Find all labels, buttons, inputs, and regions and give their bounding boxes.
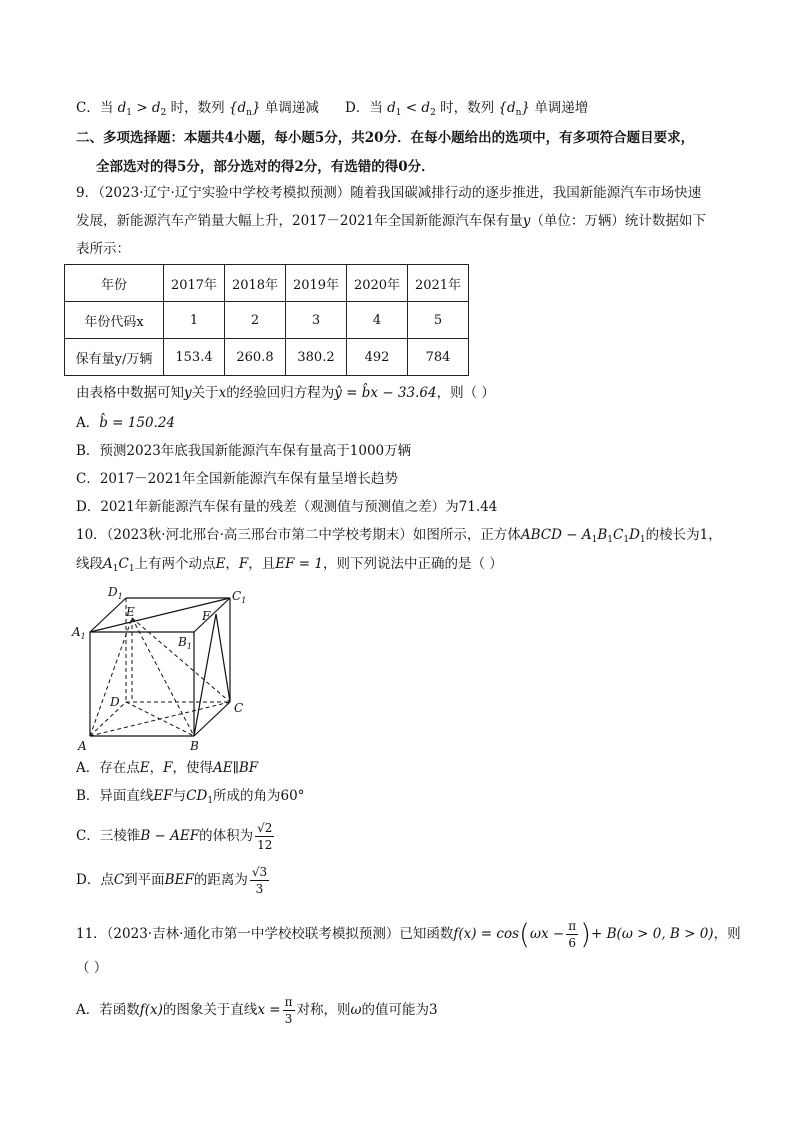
table-row (65, 265, 469, 302)
label-a: A (78, 739, 87, 753)
q8-option-d-mid: 时，数列 (440, 100, 495, 116)
q11-line1-text: 11．（2023·吉林·通化市第一中学校校联考模拟预测）已知函数 (76, 926, 454, 942)
q8-option-c-suffix: 单调递减 (264, 100, 319, 116)
table-cell: 2017年 (164, 265, 225, 302)
q10-option-a-e: E (139, 760, 150, 776)
q10-cube-name: ABCD − $A_1B_1C_1D_1$ (520, 527, 646, 545)
q11-pi: π (568, 919, 577, 933)
q9-stem-d: ，则（ ） (436, 385, 495, 401)
table-cell: 784 (408, 339, 469, 376)
q10-point-f: F (238, 556, 249, 572)
q9-stem (76, 383, 495, 403)
q11-option-a-three: 3 (284, 1012, 293, 1026)
table-cell: 492 (347, 339, 408, 376)
q8-option-d-seq: $\{d_n\}$ (498, 100, 531, 118)
label-b: B (190, 739, 199, 753)
table-cell: 保有量y/万辆 (65, 339, 164, 376)
edge-b1c1 (194, 598, 230, 632)
q9-line2 (76, 211, 706, 231)
q10-option-a-a: A．存在点 (76, 760, 140, 776)
q10-option-d-den: 3 (255, 882, 264, 896)
q11-option-a-eq: x = (257, 1002, 281, 1018)
q10-line2-b: 上有两个动点 (134, 556, 216, 572)
q10-option-d-plane: BEF (164, 872, 194, 888)
q10-line1-text: 10．（2023秋·河北邢台·高三邢台市第二中学校考期末）如图所示，正方体 (76, 527, 521, 543)
q10-option-b-ef: EF (153, 788, 173, 804)
label-e: E (126, 605, 135, 619)
q8-option-c-mid: 时，数列 (170, 100, 225, 116)
q10-line2 (76, 554, 503, 579)
seg-ec (132, 618, 230, 702)
q8-option-d-prefix: D．当 (345, 100, 383, 116)
q10-option-d-frac (250, 864, 269, 897)
q10-line2-d: ，且 (248, 556, 276, 572)
q9-line1: 9．（2023·辽宁·辽宁实验中学校考模拟预测）随着我国碳减排行动的逐步推进，我国新能源汽车市场快速 (76, 185, 702, 201)
table-row (65, 339, 469, 376)
q8-option-d-suffix: 单调递增 (534, 100, 589, 116)
q9-stem-x: x (218, 385, 227, 401)
q11-wx: ωx − (529, 926, 565, 942)
table-cell: 1 (164, 302, 225, 339)
table-cell: 年份 (65, 265, 164, 302)
q11-line1 (76, 918, 741, 951)
table-cell: 380.2 (286, 339, 347, 376)
q10-option-c-pyramid: B − AEF (140, 828, 200, 844)
table-cell: 2020年 (347, 265, 408, 302)
q9-regression-eq: ŷ = b̂x − 33.64 (334, 385, 437, 401)
q11-paren-open: ( (519, 917, 530, 951)
q10-option-a-b: ， (149, 760, 164, 776)
q10-line1-tail: 的棱长为1， (645, 527, 722, 543)
table-cell: 2019年 (286, 265, 347, 302)
q8-option-c-seq: $\{d_n\}$ (228, 100, 261, 118)
q10-segment: $A_1C_1$ (103, 556, 135, 574)
label-c: C (234, 701, 244, 715)
q9-option-a-label: A． (76, 415, 100, 431)
q10-option-d-num: √3 (251, 865, 268, 879)
q11-option-a-fx: f(x) (139, 1002, 163, 1018)
q11-fx: f(x) = cos (453, 926, 520, 942)
q10-line2-e: ，则下列说法中正确的是（ ） (323, 556, 503, 572)
q10-option-b-cd1: $CD_1$ (186, 788, 214, 806)
q9-option-d: D．2021年新能源汽车保有量的残差（观测值与预测值之差）为71.44 (76, 499, 498, 515)
q10-option-d-c: C (113, 872, 125, 888)
edge-a1d1 (90, 598, 126, 632)
q11-paren-close: ) (580, 917, 592, 951)
q11-option-a-pi: π (284, 995, 293, 1009)
q9-line2-text: 发展，新能源汽车产销量大幅上升，2017－2021年全国新能源汽车保有量 (76, 213, 523, 229)
seg-fc (216, 614, 230, 702)
section2-title: 二、多项选择题：本题共4小题，每小题5分，共20分．在每小题给出的选项中，有多项符合题目要求， (76, 130, 695, 146)
q11-frac (566, 918, 578, 951)
table-cell: 260.8 (225, 339, 286, 376)
q10-option-a-c: ，使得 (172, 760, 213, 776)
table-cell: 4 (347, 302, 408, 339)
q10-option-b (76, 786, 304, 811)
q11-option-a-frac (283, 994, 295, 1027)
label-a1: $A_1$ (72, 625, 86, 641)
label-d1: $D_1$ (108, 586, 123, 601)
q10-option-a (76, 758, 258, 778)
table-cell: 年份代码x (65, 302, 164, 339)
q10-option-c-b: 的体积为 (199, 828, 254, 844)
cube-figure (70, 586, 250, 754)
q11-option-a-b: 的图象关于直线 (162, 1002, 258, 1018)
q11-option-a-omega: ω (350, 1002, 362, 1018)
q10-option-a-f: F (163, 760, 173, 776)
q10-option-b-c: 所成的角为60° (213, 788, 305, 804)
q9-option-c: C．2017－2021年全国新能源汽车保有量呈增长趋势 (76, 471, 399, 487)
label-c1: $C_1$ (232, 589, 247, 605)
q10-option-d-c-text: 的距离为 (193, 872, 248, 888)
q9-option-a (76, 413, 175, 433)
q10-option-d-a: D．点 (76, 872, 114, 888)
q9-option-b: B．预测2023年底我国新能源汽车保有量高于1000万辆 (76, 443, 412, 459)
q9-option-a-eq: b̂ = 150.24 (99, 415, 176, 431)
q9-line2-tail: （单位：万辆）统计数据如下 (530, 213, 706, 229)
q8-option-c (76, 98, 319, 123)
q10-option-c (76, 820, 276, 853)
label-b1: $B_1$ (178, 635, 192, 651)
q9-line3: 表所示： (76, 241, 130, 257)
q10-option-d-b: 到平面 (124, 872, 165, 888)
q10-line1 (76, 525, 722, 550)
q8-option-c-condition: $d_1 > d_2$ (117, 100, 167, 118)
q11-tail: + B(ω > 0, B > 0) (591, 926, 714, 942)
q8-option-c-prefix: C．当 (76, 100, 114, 116)
table-cell: 2 (225, 302, 286, 339)
q8-option-d-condition: $d_1 < d_2$ (387, 100, 436, 118)
q10-option-c-num: √2 (257, 821, 273, 835)
section2-cont: 全部选对的得5分，部分选对的得2分，有选错的得0分． (96, 159, 435, 175)
q11-option-a (76, 994, 438, 1027)
q11-option-a-a: A．若函数 (76, 1002, 140, 1018)
table-cell: 153.4 (164, 339, 225, 376)
q11-option-a-d: 的值可能为3 (361, 1002, 438, 1018)
q9-stem-a: 由表格中数据可知 (76, 385, 184, 401)
table-cell: 2021年 (408, 265, 469, 302)
q10-point-e: E (215, 556, 226, 572)
q11-six: 6 (568, 936, 576, 950)
q10-ef-eq: EF = 1 (275, 556, 324, 572)
q10-option-c-den: 12 (257, 838, 273, 852)
table-cell: 2018年 (225, 265, 286, 302)
table-cell: 3 (286, 302, 347, 339)
q10-option-c-frac (255, 820, 274, 853)
q10-line2-c: ， (225, 556, 239, 572)
q9-stem-y: y (184, 385, 192, 401)
q11-then: ，则 (713, 926, 741, 942)
q10-line2-a: 线段 (76, 556, 103, 572)
table-row (65, 302, 469, 339)
q10-option-a-rel: AE∥BF (212, 760, 259, 776)
q8-option-d (345, 98, 588, 123)
q10-option-c-a: C．三棱锥 (76, 828, 141, 844)
q10-option-b-b: 与 (172, 788, 187, 804)
q11-answer-paren: （ ） (76, 960, 108, 976)
q11-option-a-c: 对称，则 (296, 1002, 351, 1018)
label-f: F (202, 609, 211, 623)
table-cell: 5 (408, 302, 469, 339)
q10-option-d (76, 864, 271, 897)
q9-table (64, 264, 469, 376)
q9-var-y: y (522, 213, 531, 229)
q9-stem-b: 关于 (191, 385, 219, 401)
label-d: D (110, 695, 120, 709)
edge-ad (90, 702, 126, 736)
q10-option-b-a: B．异面直线 (76, 788, 154, 804)
q9-stem-c: 的经验回归方程为 (226, 385, 335, 401)
